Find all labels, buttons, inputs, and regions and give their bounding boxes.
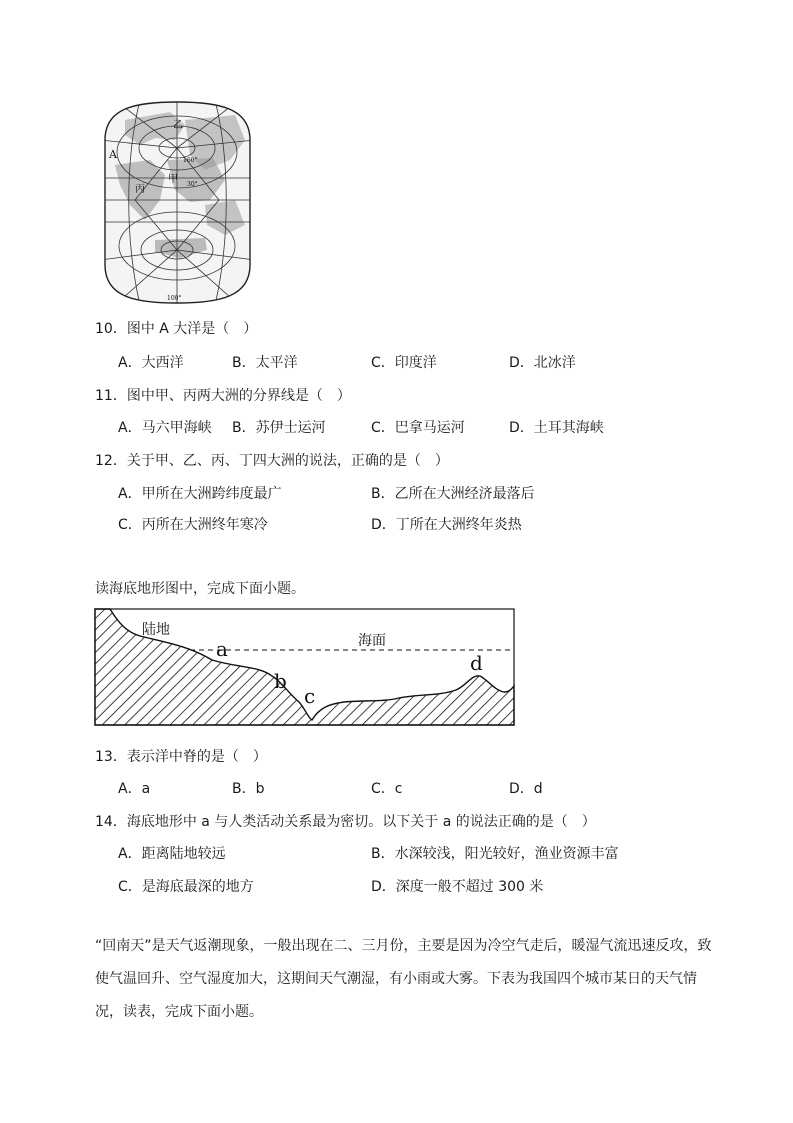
question-14-option-d[interactable]: D．深度一般不超过 300 米 (371, 879, 544, 895)
globe-label-a: A (109, 148, 117, 161)
question-11-option-d[interactable]: D．土耳其海峡 (509, 420, 604, 436)
huinantian-paragraph: “回南天”是天气返潮现象，一般出现在二、三月份，主要是因为冷空气走后，暖湿气流迅速反攻，致使气温回升、空气湿度加大，这期间天气潮湿，有小雨或大雾。下表为我国四个城市某日的天气情况，读表，完成下面小题。 (95, 938, 712, 1020)
question-14-stem: 14．海底地形中 a 与人类活动关系最为密切。以下关于 a 的说法正确的是（ ） (95, 814, 596, 830)
globe-label-jia: 甲 (168, 174, 178, 185)
question-12-option-b[interactable]: B．乙所在大洲经济最落后 (371, 486, 535, 502)
question-13-stem: 13．表示洋中脊的是（ ） (95, 749, 267, 765)
seafloor-land-label: 陆地 (142, 622, 170, 638)
question-13-option-c[interactable]: C．c (371, 781, 403, 797)
question-10-stem: 10．图中 A 大洋是（ ） (95, 321, 258, 337)
globe-label-lon160: 160° (183, 157, 198, 164)
seafloor-point-a: a (216, 637, 228, 661)
question-11-option-a[interactable]: A．马六甲海峡 (118, 420, 212, 436)
globe-map-figure (95, 100, 260, 305)
seafloor-intro-text: 读海底地形图中，完成下面小题。 (95, 581, 305, 597)
question-13-option-b[interactable]: B．b (232, 781, 265, 797)
question-10-option-d[interactable]: D．北冰洋 (509, 355, 576, 371)
question-13-option-a[interactable]: A．a (118, 781, 151, 797)
question-13-option-d[interactable]: D．d (509, 781, 543, 797)
globe-label-bing: 丙 (135, 184, 145, 195)
globe-label-lat30: 30° (187, 181, 198, 188)
question-12-stem: 12．关于甲、乙、丙、丁四大洲的说法，正确的是（ ） (95, 453, 449, 469)
seafloor-point-b: b (274, 669, 287, 693)
globe-label-lon100: 100° (167, 295, 182, 302)
question-12-option-a[interactable]: A．甲所在大洲跨纬度最广 (118, 486, 282, 502)
question-11-stem: 11．图中甲、丙两大洲的分界线是（ ） (95, 388, 351, 404)
seafloor-point-c: c (304, 684, 316, 708)
question-11-option-b[interactable]: B．苏伊士运河 (232, 420, 326, 436)
question-14-option-b[interactable]: B．水深较浅，阳光较好，渔业资源丰富 (371, 846, 619, 862)
question-14-option-c[interactable]: C．是海底最深的地方 (118, 879, 254, 895)
seafloor-point-d: d (470, 651, 483, 675)
globe-label-yi: 乙 (173, 120, 183, 131)
question-12-option-c[interactable]: C．丙所在大洲终年寒冷 (118, 517, 268, 533)
seafloor-sea-label: 海面 (358, 633, 386, 649)
question-10-option-b[interactable]: B．太平洋 (232, 355, 298, 371)
question-11-option-c[interactable]: C．巴拿马运河 (371, 420, 465, 436)
seafloor-diagram (94, 608, 516, 728)
question-12-option-d[interactable]: D．丁所在大洲终年炎热 (371, 517, 522, 533)
question-10-option-c[interactable]: C．印度洋 (371, 355, 437, 371)
question-10-option-a[interactable]: A．大西洋 (118, 355, 184, 371)
question-14-option-a[interactable]: A．距离陆地较远 (118, 846, 226, 862)
